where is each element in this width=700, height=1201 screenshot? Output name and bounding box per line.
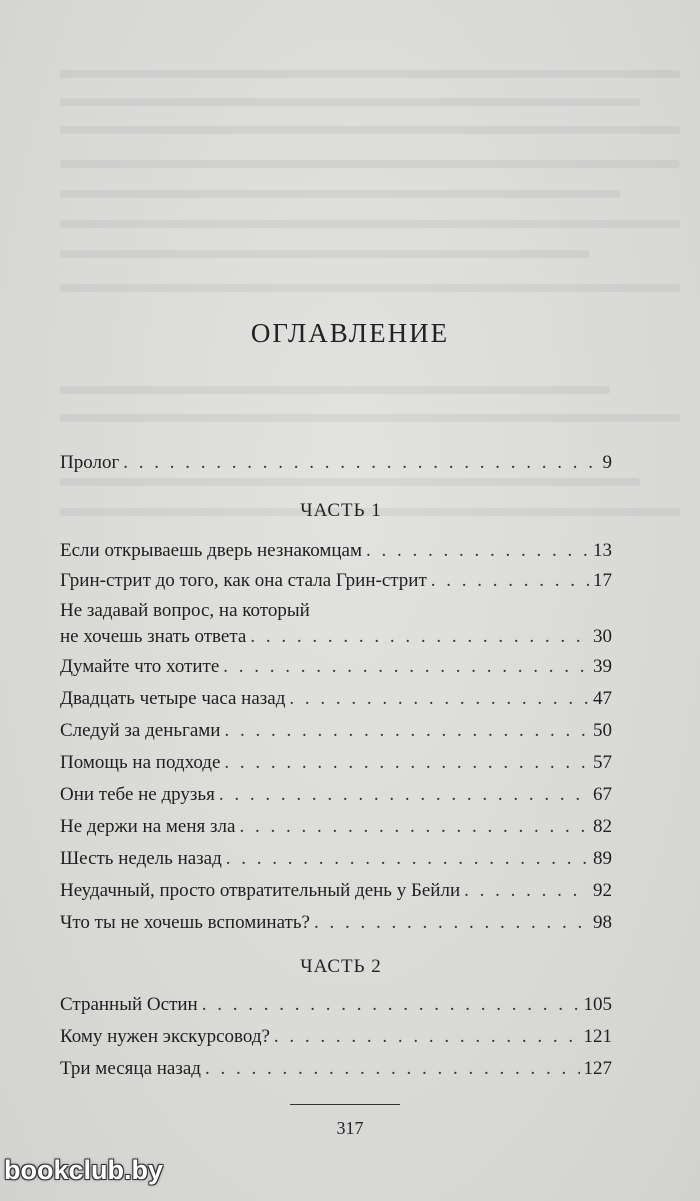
bleed-through-line: [60, 190, 620, 198]
bleed-through-line: [60, 250, 590, 258]
toc-entry-title: Пролог: [60, 452, 120, 473]
toc-leader-dots: [205, 1056, 580, 1082]
footer-rule: [290, 1104, 400, 1105]
toc-entry-page: 30: [593, 626, 612, 647]
toc-leader-dots: [239, 814, 589, 840]
toc-entry-page: 67: [593, 784, 612, 805]
part-2-title: ЧАСТЬ 2: [300, 956, 382, 977]
page-number: 317: [336, 1118, 364, 1138]
toc-entry-page: 127: [583, 1058, 612, 1079]
bleed-through-line: [60, 160, 680, 168]
toc-entry-title: Три месяца назад: [60, 1058, 201, 1079]
toc-entry-title: Странный Остин: [60, 994, 198, 1015]
toc-entry-page: 13: [593, 540, 612, 561]
toc-entry[interactable]: [60, 714, 612, 744]
toc-entry-prologue[interactable]: [60, 446, 612, 476]
toc-leader-dots: [274, 1024, 580, 1050]
toc-entry-page: 9: [602, 452, 612, 473]
toc-leader-dots: [289, 686, 589, 712]
toc-leader-dots: [226, 846, 589, 872]
toc-entry-title: Что ты не хочешь вспоминать?: [60, 912, 310, 933]
toc-entry-title: Двадцать четыре часа назад: [60, 688, 286, 709]
toc-entry-page: 98: [593, 912, 612, 933]
toc-entry-title: Следуй за деньгами: [60, 720, 221, 741]
toc-entry-title: Они тебе не друзья: [60, 784, 215, 805]
toc-entry-title: Не держи на меня зла: [60, 816, 236, 837]
toc-entry[interactable]: [60, 778, 612, 808]
bleed-through-line: [60, 126, 680, 134]
toc-entry-page: 105: [583, 994, 612, 1015]
toc-entry-page: 82: [593, 816, 612, 837]
toc-entry[interactable]: [60, 874, 612, 904]
toc-entry[interactable]: [60, 534, 612, 564]
toc-entry-page: 39: [593, 656, 612, 677]
toc-entry[interactable]: [60, 682, 612, 712]
watermark: bookclub.by: [4, 1155, 164, 1185]
toc-leader-dots: [250, 624, 589, 650]
toc-entry-title-line1[interactable]: Не задавай вопрос, на который: [60, 600, 310, 621]
bleed-through-line: [60, 386, 610, 394]
toc-entry-page: 89: [593, 848, 612, 869]
toc-leader-dots: [123, 450, 598, 476]
toc-entry-title: Помощь на подходе: [60, 752, 221, 773]
bleed-through-line: [60, 98, 640, 106]
toc-leader-dots: [202, 992, 580, 1018]
toc-entry-page: 92: [593, 880, 612, 901]
toc-entry-title: Неудачный, просто отвратительный день у Бейли: [60, 880, 461, 901]
toc-entry[interactable]: [60, 1020, 612, 1050]
toc-entry[interactable]: [60, 746, 612, 776]
toc-entry-title: Думайте что хотите: [60, 656, 220, 677]
bleed-through-line: [60, 70, 680, 78]
toc-entry[interactable]: [60, 620, 612, 650]
toc-entry-title: Кому нужен экскурсовод?: [60, 1026, 270, 1047]
toc-entry[interactable]: [60, 1052, 612, 1082]
toc-entry-title: Шесть недель назад: [60, 848, 222, 869]
toc-leader-dots: [366, 538, 589, 564]
toc-entry-page: 47: [593, 688, 612, 709]
toc-heading: ОГЛАВЛЕНИЕ: [250, 318, 450, 348]
bleed-through-line: [60, 414, 680, 422]
toc-leader-dots: [224, 750, 589, 776]
toc-entry[interactable]: [60, 906, 612, 936]
part-1-title: ЧАСТЬ 1: [300, 500, 382, 521]
toc-entry-page: 57: [593, 752, 612, 773]
toc-entry-page: 17: [593, 570, 612, 591]
toc-leader-dots: [224, 718, 589, 744]
bleed-through-line: [60, 284, 680, 292]
toc-entry[interactable]: [60, 650, 612, 680]
toc-entry-page: 50: [593, 720, 612, 741]
toc-leader-dots: [464, 878, 589, 904]
bleed-through-line: [60, 220, 680, 228]
bleed-through-line: [60, 478, 640, 486]
toc-entry[interactable]: [60, 842, 612, 872]
toc-entry[interactable]: [60, 988, 612, 1018]
toc-entry-title: Если открываешь дверь незнакомцам: [60, 540, 362, 561]
toc-entry-title: не хочешь знать ответа: [60, 626, 247, 647]
toc-entry[interactable]: [60, 810, 612, 840]
toc-entry-page: 121: [583, 1026, 612, 1047]
toc-leader-dots: [223, 654, 589, 680]
toc-entry[interactable]: [60, 564, 612, 594]
toc-leader-dots: [219, 782, 589, 808]
toc-leader-dots: [431, 568, 589, 594]
toc-leader-dots: [314, 910, 589, 936]
toc-entry-title: Грин-стрит до того, как она стала Грин-стрит: [60, 570, 427, 591]
